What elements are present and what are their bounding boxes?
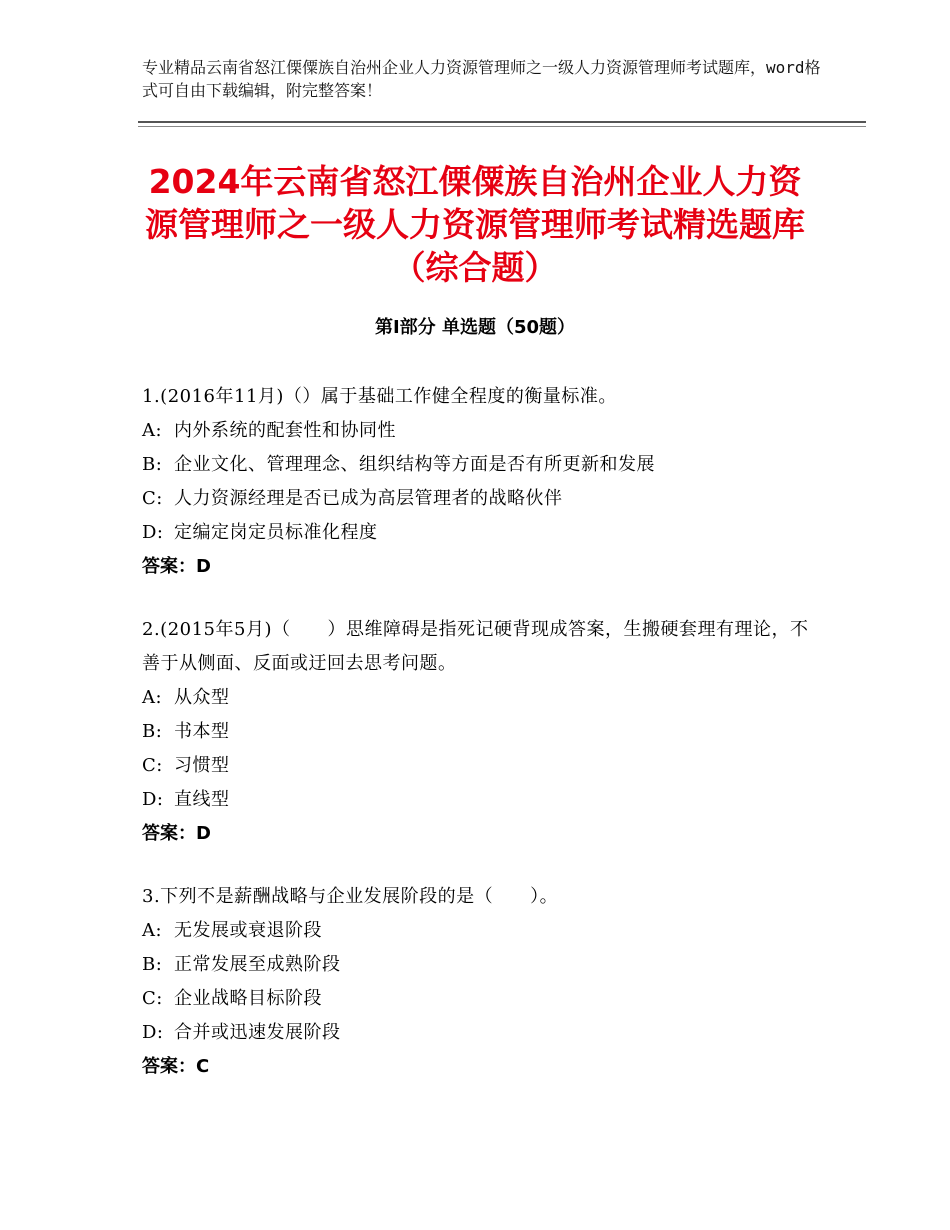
option-text: 内外系统的配套性和协同性 bbox=[174, 420, 396, 441]
header-divider-thick bbox=[138, 121, 866, 123]
option-text: 直线型 bbox=[174, 789, 230, 810]
option-letter: A: bbox=[142, 920, 163, 941]
header-divider-thin bbox=[138, 126, 866, 127]
option-text: 书本型 bbox=[174, 721, 230, 742]
option-letter: C: bbox=[142, 755, 163, 776]
option-d bbox=[142, 1016, 822, 1050]
question-stem: 3.下列不是薪酬战略与企业发展阶段的是（ ）。 bbox=[142, 886, 559, 907]
option-letter: A: bbox=[142, 687, 163, 708]
option-letter: C: bbox=[142, 988, 163, 1009]
option-c bbox=[142, 982, 822, 1016]
option-text: 定编定岗定员标准化程度 bbox=[174, 522, 378, 543]
option-letter: A: bbox=[142, 420, 163, 441]
option-letter: D: bbox=[142, 522, 164, 543]
question-1 bbox=[142, 380, 822, 584]
option-a bbox=[142, 914, 822, 948]
option-a bbox=[142, 681, 822, 715]
option-d bbox=[142, 516, 822, 550]
option-c bbox=[142, 482, 822, 516]
answer-line bbox=[142, 817, 822, 851]
answer-line bbox=[142, 1050, 822, 1084]
answer-label: 答案： bbox=[142, 556, 196, 577]
answer-value: C bbox=[196, 1056, 210, 1077]
answer-line bbox=[142, 550, 822, 584]
option-text: 企业战略目标阶段 bbox=[174, 988, 322, 1009]
option-text: 合并或迅速发展阶段 bbox=[174, 1022, 341, 1043]
option-b bbox=[142, 715, 822, 749]
option-letter: C: bbox=[142, 488, 163, 509]
question-list bbox=[142, 380, 822, 1113]
question-stem: 2.(2015年5月)（ ）思维障碍是指死记硬背现成答案，生搬硬套理有理论，不善于从侧面、反面或迂回去思考问题。 bbox=[142, 619, 809, 674]
answer-label: 答案： bbox=[142, 823, 196, 844]
answer-value: D bbox=[196, 556, 211, 577]
option-text: 习惯型 bbox=[174, 755, 230, 776]
answer-value: D bbox=[196, 823, 211, 844]
answer-label: 答案： bbox=[142, 1056, 196, 1077]
option-text: 无发展或衰退阶段 bbox=[174, 920, 322, 941]
option-a bbox=[142, 414, 822, 448]
option-letter: D: bbox=[142, 1022, 164, 1043]
option-c bbox=[142, 749, 822, 783]
option-letter: B: bbox=[142, 454, 163, 475]
option-letter: D: bbox=[142, 789, 164, 810]
option-b bbox=[142, 948, 822, 982]
section-title: 第Ⅰ部分 单选题（50题） bbox=[374, 317, 575, 338]
option-letter: B: bbox=[142, 954, 163, 975]
question-3 bbox=[142, 880, 822, 1084]
option-text: 正常发展至成熟阶段 bbox=[174, 954, 341, 975]
option-text: 从众型 bbox=[174, 687, 230, 708]
option-d bbox=[142, 783, 822, 817]
option-b bbox=[142, 448, 822, 482]
document-title: 2024年云南省怒江傈僳族自治州企业人力资源管理师之一级人力资源管理师考试精选题库（综合题） bbox=[145, 162, 805, 287]
question-stem: 1.(2016年11月)（）属于基础工作健全程度的衡量标准。 bbox=[142, 386, 617, 407]
option-letter: B: bbox=[142, 721, 163, 742]
question-2 bbox=[142, 613, 822, 851]
header-note: 专业精品云南省怒江傈僳族自治州企业人力资源管理师之一级人力资源管理师考试题库，word格式可自由下载编辑，附完整答案！ bbox=[142, 58, 821, 100]
option-text: 企业文化、管理理念、组织结构等方面是否有所更新和发展 bbox=[174, 454, 655, 475]
option-text: 人力资源经理是否已成为高层管理者的战略伙伴 bbox=[174, 488, 563, 509]
